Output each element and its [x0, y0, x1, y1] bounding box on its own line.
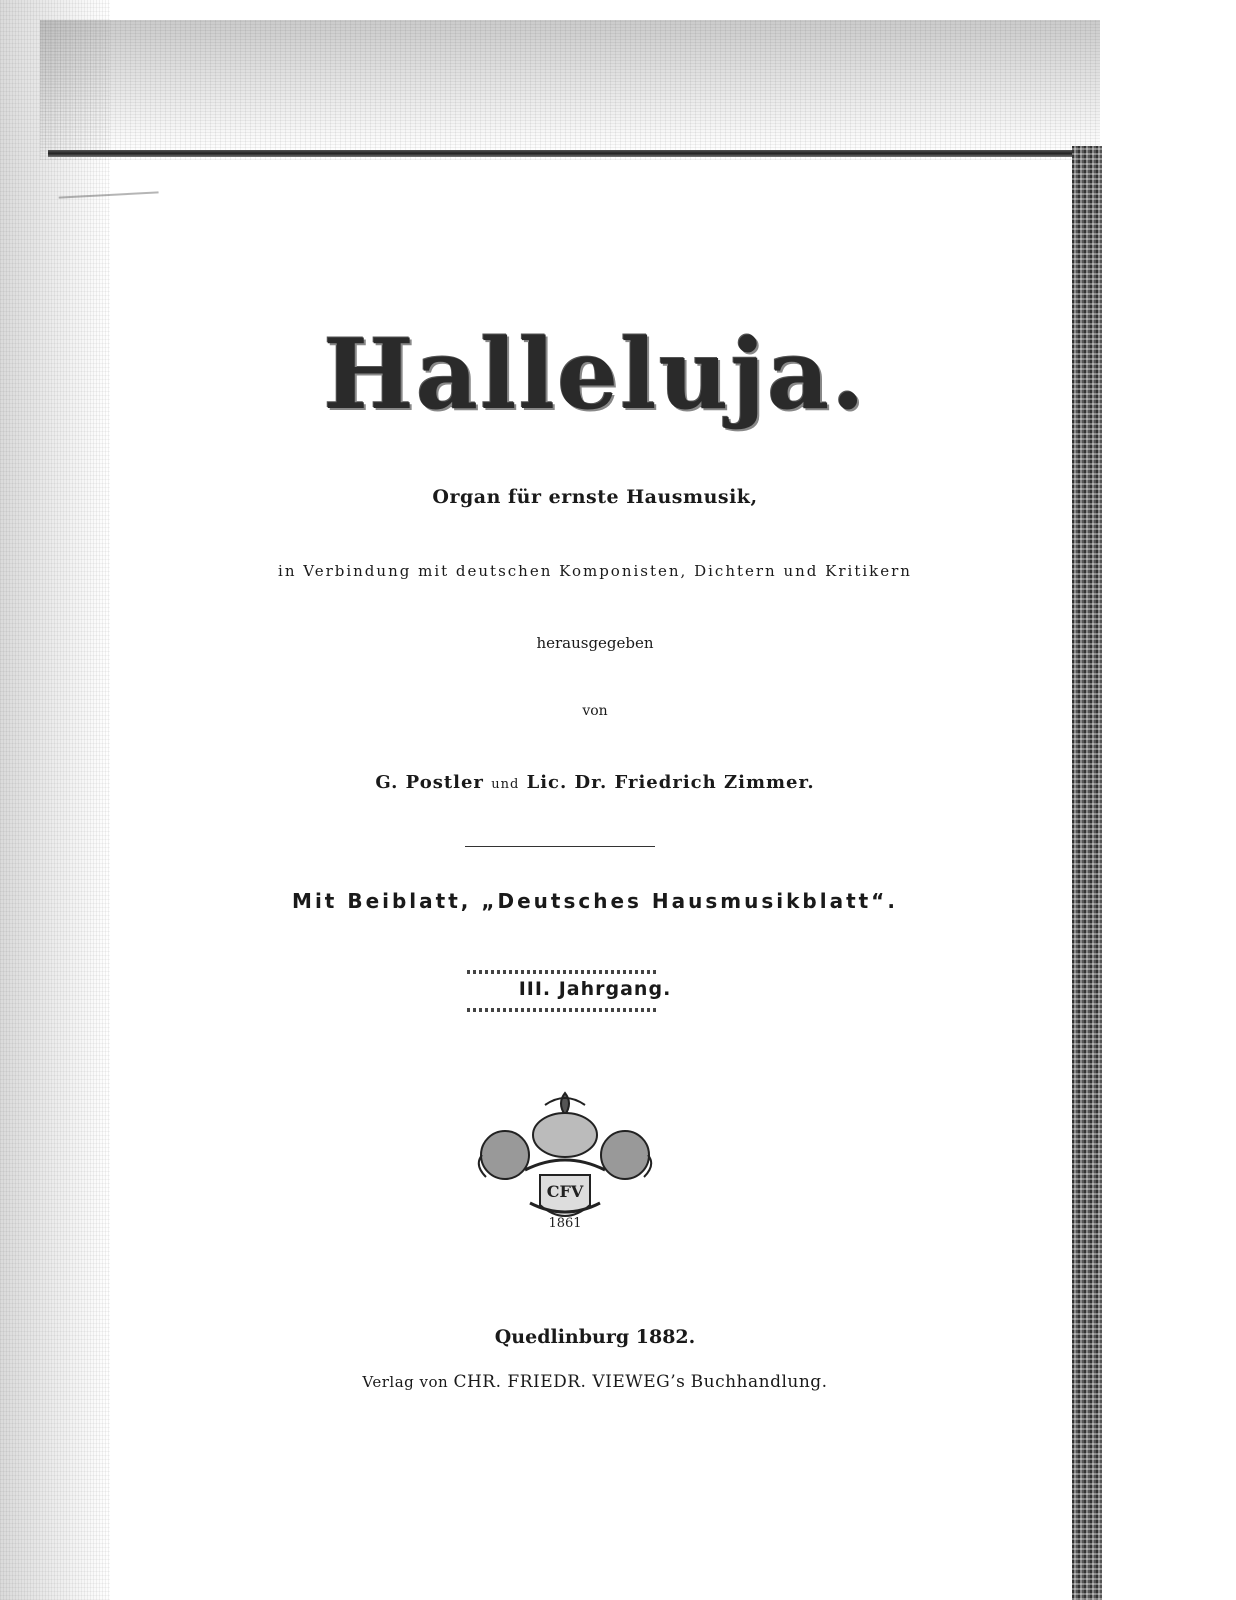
- publisher-suffix: Buchhandlung.: [690, 1372, 828, 1392]
- scan-shadow-left: [0, 0, 110, 1600]
- publisher-emblem: [470, 1085, 660, 1240]
- editors-conjunction: und: [491, 777, 520, 792]
- wavy-rule-top: [467, 970, 657, 974]
- wavy-rule-bottom: [467, 1008, 657, 1012]
- publisher-line: [120, 1372, 1070, 1392]
- title-page: [120, 0, 1070, 1600]
- association-line: in Verbindung mit deutschen Komponisten, Dichtern und Kritikern: [278, 562, 912, 580]
- volume-line: III. Jahrgang.: [518, 978, 672, 1000]
- subtitle: Organ für ernste Hausmusik,: [432, 486, 758, 508]
- edited-line: herausgegeben: [536, 634, 654, 652]
- divider-rule: [465, 846, 655, 847]
- supplement-line: Mit Beiblatt, „Deutsches Hausmusikblatt“.: [292, 889, 898, 913]
- place-and-year: Quedlinburg 1882.: [494, 1326, 696, 1348]
- page-title: Halleluja.: [323, 318, 867, 431]
- by-line: von: [582, 703, 608, 719]
- editors-line: [120, 772, 1070, 793]
- emblem-year: 1861: [548, 1216, 582, 1231]
- publisher-prefix: Verlag von: [362, 1373, 449, 1391]
- editor-second: Lic. Dr. Friedrich Zimmer.: [526, 772, 815, 793]
- publisher-name: CHR. FRIEDR. VIEWEG’s: [453, 1372, 686, 1392]
- editor-first: G. Postler: [375, 772, 484, 793]
- page-right-border: [1072, 146, 1102, 1600]
- emblem-monogram: CFV: [546, 1182, 584, 1201]
